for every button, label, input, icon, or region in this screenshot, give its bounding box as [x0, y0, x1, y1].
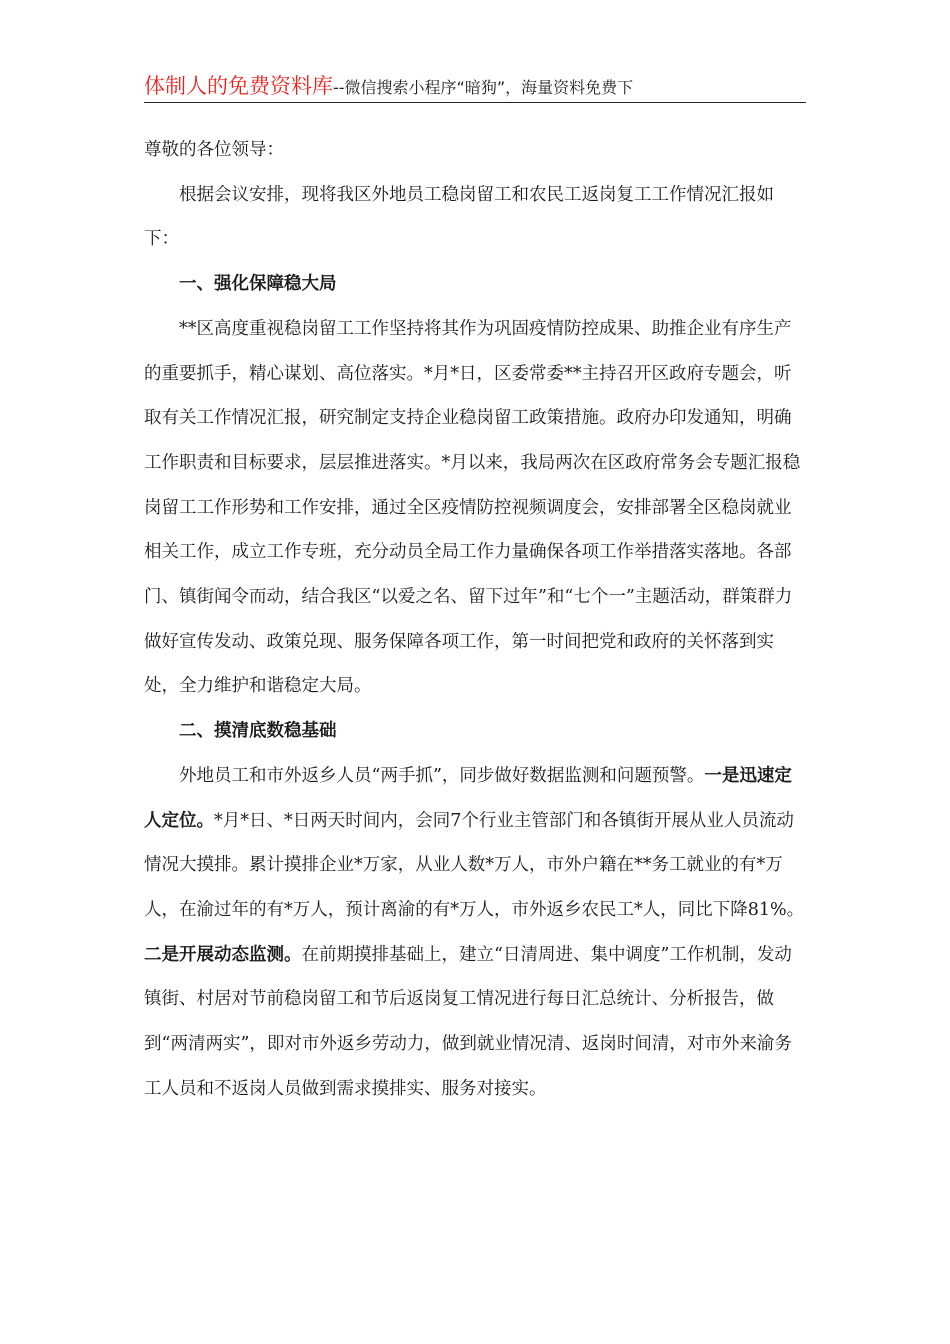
section-2-point-2-title: 二是开展动态监测。 [144, 944, 302, 965]
section-2-lead: 外地员工和市外返乡人员“两手抓”，同步做好数据监测和问题预警。 [179, 765, 705, 786]
intro-paragraph: 根据会议安排，现将我区外地员工稳岗留工和农民工返岗复工工作情况汇报如下： [144, 184, 774, 250]
section-2-title: 二、摸清底数稳基础 [179, 721, 337, 742]
salutation: 尊敬的各位领导： [144, 140, 284, 160]
section-2-point-1-body: *月*日、*日两天时间内，会同7个行业主管部门和各镇街开展从业人员流动情况大摸排。累计摸排企业*万家，从业人数*万人，市外户籍在**务工就业的有*万人，在渝过年的有*万人，预计离渝的有*万人，市外返乡农民工*人，同比下降81%。 [144, 810, 805, 920]
header-brand: 体制人的免费资料库 [144, 74, 333, 98]
section-1-body: **区高度重视稳岗留工工作坚持将其作为巩固疫情防控成果、助推企业有序生产的重要抓手，精心谋划、高位落实。*月*日，区委常委**主持召开区政府专题会，听取有关工作情况汇报，研究制定支持企业稳岗留工政策措施。政府办印发通知，明确工作职责和目标要求，层层推进落实。*月以来，我局两次在区政府常务会专题汇报稳岗留工工作形势和工作安排，通过全区疫情防控视频调度会，安排部署全区稳岗就业相关工作，成立工作专班，充分动员全局工作力量确保各项工作举措落实落地。各部门、镇街闻令而动，结合我区“以爱之名、留下过年”和“七个一”主题活动，群策群力做好宣传发动、政策兑现、服务保障各项工作，第一时间把党和政府的关怀落到实处，全力维护和谐稳定大局。 [144, 318, 801, 697]
section-1-title: 一、强化保障稳大局 [179, 274, 337, 295]
header-tagline: --微信搜索小程序“暗狗”，海量资料免费下 [333, 78, 634, 97]
document-body [144, 128, 808, 1111]
section-2-point-2-body: 在前期摸排基础上，建立“日清周进、集中调度”工作机制，发动镇街、村居对节前稳岗留工和节后返岗复工情况进行每日汇总统计、分析报告，做到“两清两实”，即对市外返乡劳动力，做到就业情况清、返岗时间清，对市外来渝务工人员和不返岗人员做到需求摸排实、服务对接实。 [144, 944, 792, 1099]
section-2-point-1-title: 一是迅速定人定位。 [144, 765, 792, 831]
section-2-body [144, 754, 808, 1112]
page-header [144, 70, 806, 103]
